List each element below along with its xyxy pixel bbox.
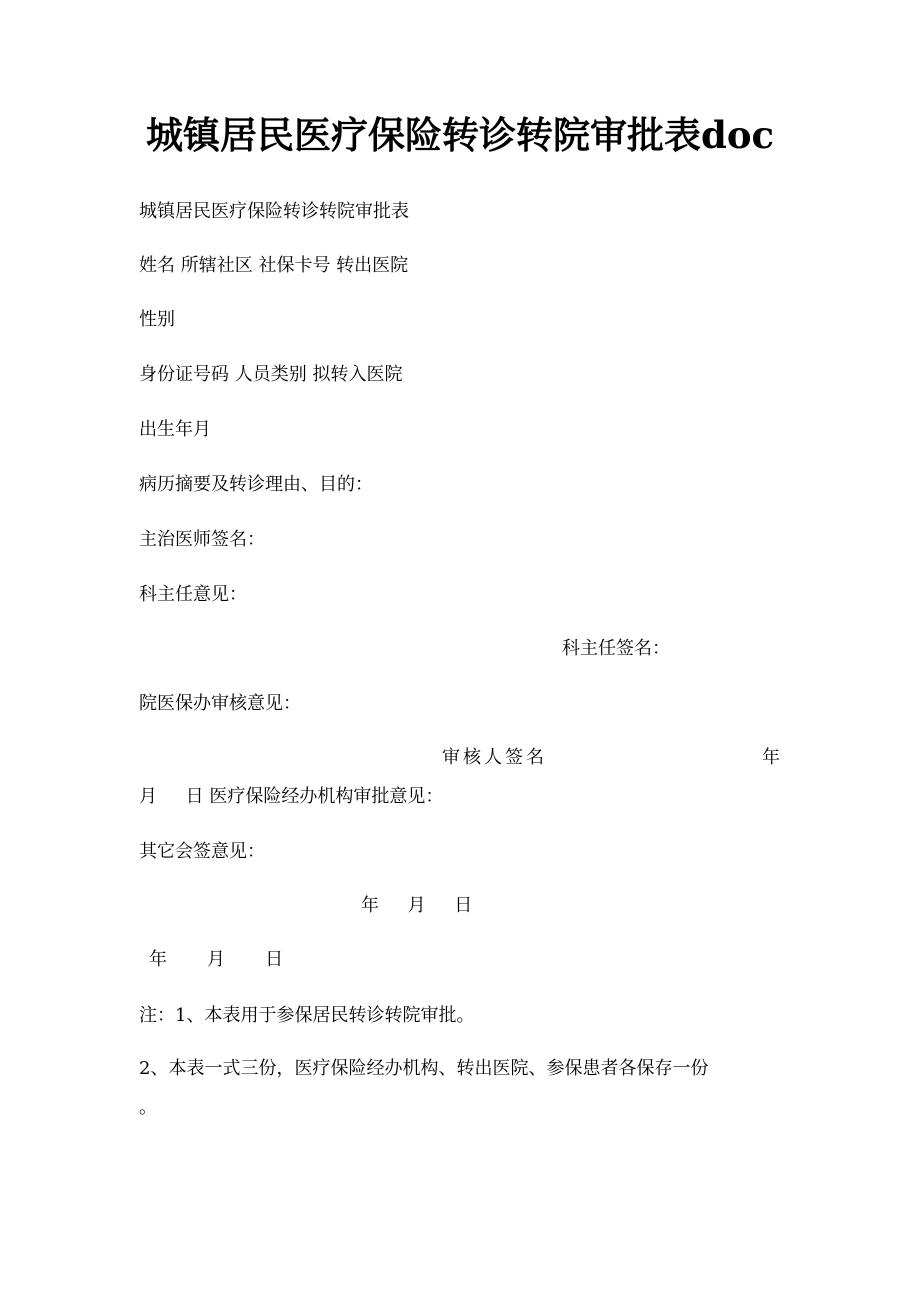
history-label: 病历摘要及转诊理由、目的：: [139, 474, 373, 495]
dept-sign-label: 科主任签名：: [562, 638, 670, 659]
note-2-end: 。: [139, 1097, 157, 1118]
reviewer-sign-label: 审核人签名: [442, 747, 547, 768]
date-line-1: 年 月 日: [361, 895, 473, 916]
hospital-review-label: 院医保办审核意见：: [139, 693, 301, 714]
agency-opinion-label: 月 日 医疗保险经办机构审批意见：: [139, 786, 444, 807]
note-2: 2、本表一式三份，医疗保险经办机构、转出医院、参保患者各保存一份: [139, 1058, 709, 1079]
field-row-id: 身份证号码 人员类别 拟转入医院: [139, 364, 403, 385]
form-title: 城镇居民医疗保险转诊转院审批表: [139, 201, 409, 222]
field-row-birth: 出生年月: [139, 419, 211, 440]
document-title: 城镇居民医疗保险转诊转院审批表doc: [145, 113, 775, 157]
dept-opinion-label: 科主任意见：: [139, 584, 247, 605]
field-row-name: 姓名 所辖社区 社保卡号 转出医院: [139, 255, 409, 276]
other-opinion-label: 其它会签意见：: [139, 841, 265, 862]
doctor-sign-label: 主治医师签名：: [139, 529, 265, 550]
note-1: 注：1、本表用于参保居民转诊转院审批。: [139, 1005, 475, 1026]
date-line-2: 年 月 日: [149, 949, 284, 970]
year-label: 年: [762, 747, 780, 768]
field-row-gender: 性别: [139, 309, 175, 330]
